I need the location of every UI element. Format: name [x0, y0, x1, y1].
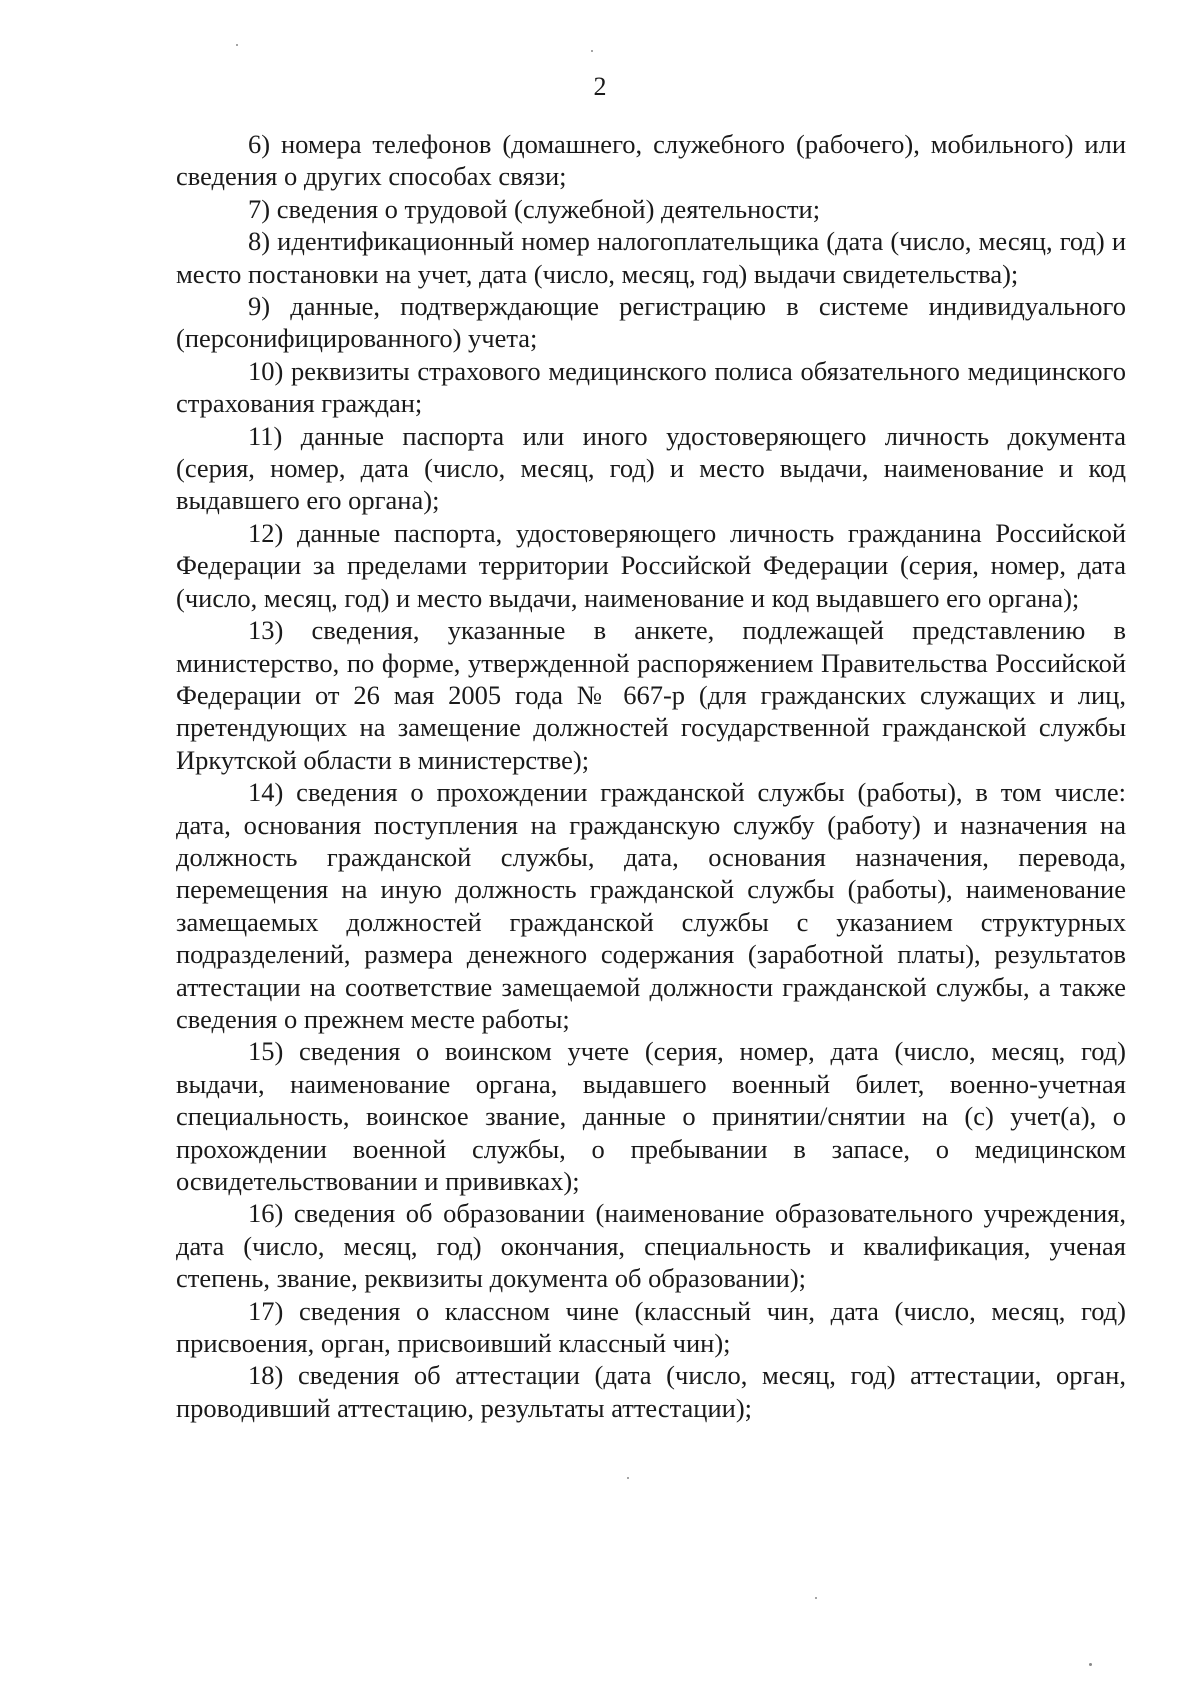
- list-item: 6) номера телефонов (домашнего, служебного (рабочего), мобильного) или сведения о других способах связи;: [176, 129, 1126, 192]
- document-body: [176, 128, 1126, 1424]
- scan-speck: [591, 50, 593, 52]
- list-item: 7) сведения о трудовой (служебной) деятельности;: [248, 193, 821, 224]
- scan-speck: [627, 1477, 629, 1479]
- list-item: 10) реквизиты страхового медицинского полиса обязательного медицинского страхования граждан;: [176, 355, 1126, 419]
- list-item: 17) сведения о классном чине (классный чин, дата (число, месяц, год) присвоения, орган, присвоивший классный чин);: [176, 1295, 1126, 1359]
- list-item: 8) идентификационный номер налогоплательщика (дата (число, месяц, год) и место постановки на учет, дата (число, месяц, год) выдачи свидетельства);: [176, 226, 1126, 289]
- page-number: 2: [593, 72, 607, 101]
- list-item: 9) данные, подтверждающие регистрацию в системе индивидуального (персонифицированного) учета;: [176, 291, 1126, 354]
- list-item: 15) сведения о воинском учете (серия, номер, дата (число, месяц, год) выдачи, наименование органа, выдавшего военный билет, военно-учетная специальность, воинское звание, данные о принятии/снятии на (с) учет(а), о прохождении военной службы, о пребывании в запасе, о медицинском освидетельствовании и прививках);: [176, 1036, 1126, 1196]
- list-item: 18) сведения об аттестации (дата (число, месяц, год) аттестации, орган, проводивший аттестацию, результаты аттестации);: [176, 1360, 1126, 1423]
- list-item: 13) сведения, указанные в анкете, подлежащей представлению в министерство, по форме, утвержденной распоряжением Правительства Российской Федерации от 26 мая 2005 года № 667-р (для гражданских служащих и лиц, претендующих на замещение должностей государственной гражданской службы Иркутской области в министерстве);: [176, 615, 1126, 775]
- list-item: 11) данные паспорта или иного удостоверяющего личность документа (серия, номер, дата (число, месяц, год) и место выдачи, наименование и код выдавшего его органа);: [176, 420, 1126, 516]
- list-item: 12) данные паспорта, удостоверяющего личность гражданина Российской Федерации за пределами территории Российской Федерации (серия, номер, дата (число, месяц, год) и место выдачи, наименование и код выдавшего его органа);: [176, 517, 1126, 613]
- list-item: 16) сведения об образовании (наименование образовательного учреждения, дата (число, месяц, год) окончания, специальность и квалификация, ученая степень, звание, реквизиты документа об образовании);: [176, 1198, 1126, 1294]
- scan-speck: [236, 44, 238, 46]
- list-item: 14) сведения о прохождении гражданской службы (работы), в том числе: дата, основания поступления на гражданскую службу (работу) и назначения на должность гражданской службы, дата, основания назначения, перевода, перемещения на иную должность гражданской службы (работы), наименование замещаемых должностей гражданской службы с указанием структурных подразделений, размера денежного содержания (заработной платы), результатов аттестации на соответствие замещаемой должности гражданской службы, а также сведения о прежнем месте работы;: [176, 777, 1126, 1034]
- scan-speck: [815, 1597, 817, 1599]
- scan-speck: [1089, 1663, 1092, 1666]
